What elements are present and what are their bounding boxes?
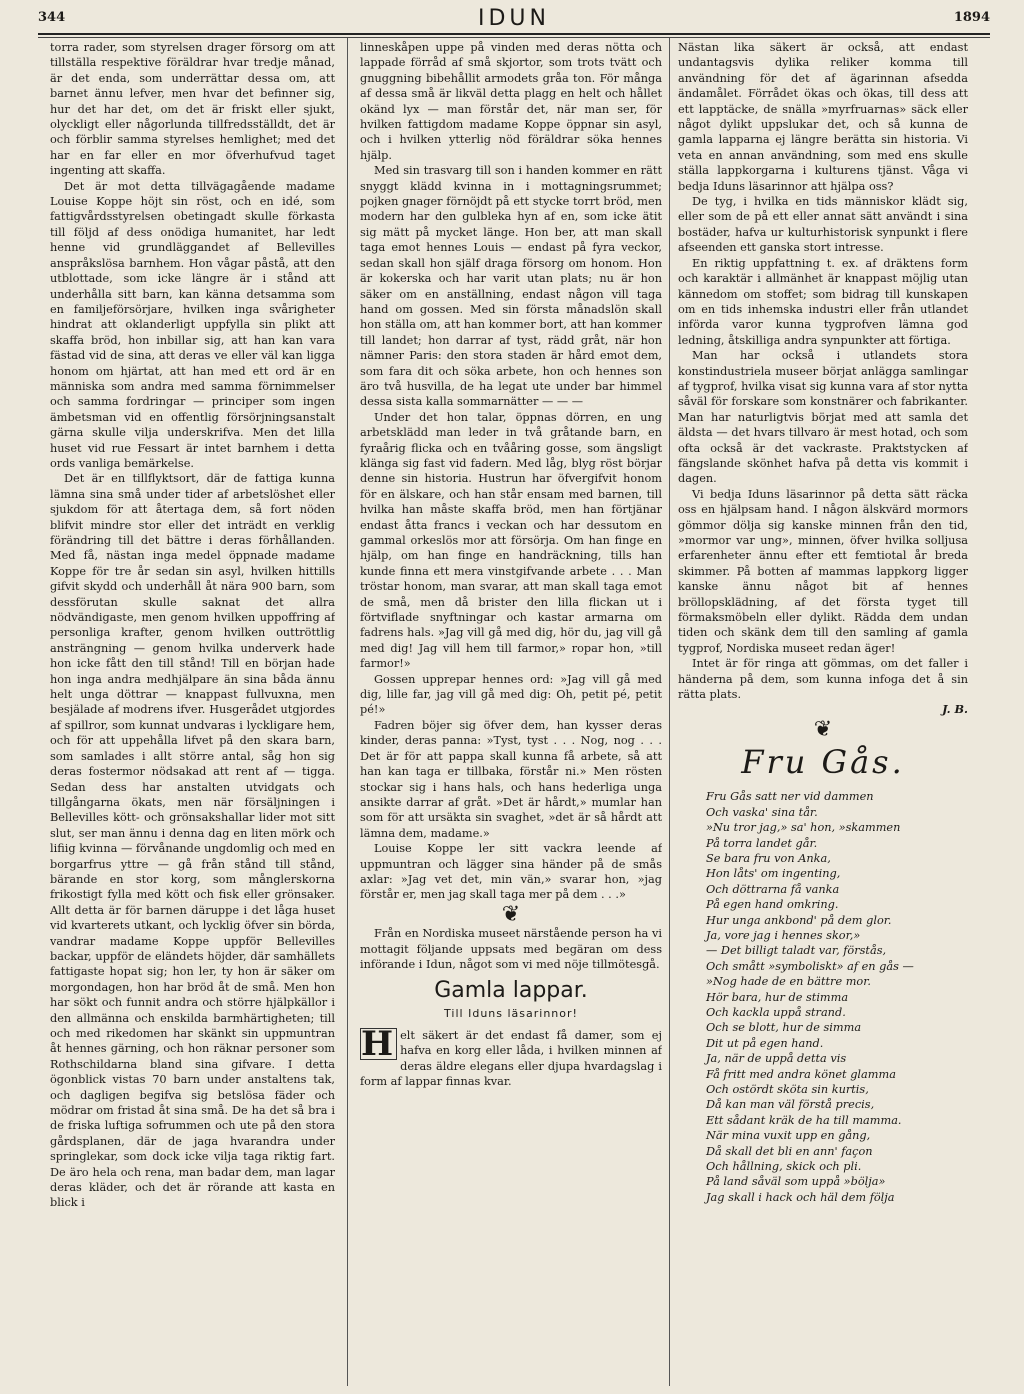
paragraph: Man har också i utlandets stora konstindustriela museer börjat anlägga samlingar af tygprof, hvilka visat sig kunna vara af stor nytta såväl för forskare som konstnärer och fabrikanter. Man har naturligtvis börjat med att samla det äldsta — det hvars tillvaro är mest hotad, och som ofta också är det vackraste. Praktstycken af fängslande skönhet hafva på detta vis kommit i dagen.	[678, 349, 968, 486]
poem-line: På land såväl som uppå »bölja»	[706, 1175, 886, 1189]
paragraph	[360, 1023, 662, 1090]
poem-line: Och smått »symboliskt» af en gås —	[706, 959, 914, 973]
paragraph: Louise Koppe ler sitt vackra leende af uppmuntran och lägger sina händer på de smås axlar: »Jag vet det, min vän,» svarar hon, »jag förstår er, men jag skall taga mer på dem . . .»	[360, 842, 662, 902]
poem-line: Och hållning, skick och pli.	[706, 1160, 862, 1174]
poem-line: Hon låts' om ingenting,	[706, 867, 841, 881]
paragraph: torra rader, som styrelsen drager försorg om att tillställa respektive föräldrar hvar tredje månad, är det enda, som underrättar dessa om, att barnet ännu lefver, men hvar det befinner sig, hur det har det, om det är friskt eller sjukt, olyckligt eller någorlunda tillfredsställdt, det är och förblir samma styrelses hemlighet; med det har en far eller en mor öfverhufvud taget ingenting att skaffa.	[50, 41, 335, 178]
paragraph: Under det hon talar, öppnas dörren, en ung arbetsklädd man leder in två gråtande barn, en fyraårig flicka och en tvååring gosse, som ängsligt klänga sig fast vid fadern. Med låg, blyg röst börjar denne sin historia. Hustrun har öfvergifvit honom för en älskare, och han står ensam med barnen, till hvilka han måste skaffa bröd, men han förtjänar endast åtta francs i veckan och har dessutom en gammal orkeslös mor att försörja. Om han finge en hjälp, om han finge en handräckning, tills han kunde finna ett mera vinstgifvande arbete . . . Man tröstar honom, man svarar, att man skall taga emot de små, men då brister den lilla flickan ut i förtviflade snyftningar och kastar armarna om fadrens hals. »Jag vill gå med dig, hör du, jag vill gå med dig! Jag vill hem till farmor,» ropar hon, »till farmor!»	[360, 410, 662, 671]
poem-line: Hör bara, hur de stimma	[706, 990, 849, 1004]
header-rule	[38, 33, 990, 35]
poem-line: Och ostördt sköta sin kurtis,	[706, 1083, 869, 1096]
poem-line: Och döttrarna få vanka	[706, 882, 840, 896]
paragraph: Det är mot detta tillvägagående madame Louise Koppe höjt sin röst, och en idé, som fattigvårdsstyrelsen obetingadt skulle förkasta till följd af dess onödiga humanitet, har ledt henne vid grundläggandet af Bellevilles anspråkslösa barnhem. Hon vågar påstå, att den utblottade, som icke längre är i stånd att underhålla sitt barn, kan känna detsamma som en familjeförsörjare, hvilken inga svårigheter hindrat att oklanderligt uppfylla sin plikt att skaffa bröd, hon inbillar sig, att han kan vara fästad vid de sina, att deras ve eller väl kan ligga honom om hjärtat, att han med ett ord är en människa som andra med samma förnimmelser och samma fordringar — principer som ingen ämbetsman vid en offentlig försörjningsanstalt gärna skulle vilja underskrifva. Men det lilla huset vid rue Fessart är intet barnhem i detta ords vanliga bemärkelse.	[50, 179, 335, 470]
header-rule-thin	[38, 37, 990, 38]
paragraph-text: elt säkert är det endast få damer, som ej hafva en korg eller låda, i hvilken minnen af deras äldre elegans eller djupa hvardagslag i form af lappar finnas kvar.	[360, 1028, 662, 1088]
poem-line: Då skall det bli en ann' façon	[706, 1144, 873, 1158]
paragraph: Från en Nordiska museet närstående person ha vi mottagit följande uppsats med begäran om dess införande i Idun, något som vi med nöje tillmötesgå.	[360, 927, 662, 971]
poem-line: Ja, vore jag i hennes skor,»	[706, 928, 861, 942]
poem-line: »Nog hade de en bättre mor.	[706, 975, 871, 989]
poem-line: Dit ut på egen hand.	[706, 1036, 824, 1050]
paragraph: Intet är för ringa att gömmas, om det faller i händerna på dem, som kunna infoga det å sin rätta plats.	[678, 657, 968, 702]
paragraph: Med sin trasvarg till son i handen kommer en rätt snyggt klädd kvinna in i mottagningsrummet; pojken gnager förnöjdt på ett stycke torrt bröd, men modern har den gulbleka hyn af en, som icke ätit sig mätt på mycket länge. Hon ber, att man skall taga emot hennes Louis — endast på fyra veckor, sedan skall hon själf draga försorg om honom. Hon är kokerska och har varit utan plats; nu är hon säker om en anställning, endast någon vill taga hand om gossen. Med sin första månadslön skall hon ställa om, att han kommer bort, att han kommer till landet; hon darrar af tyst, rädd gråt, när hon nämner Paris: den stora staden är hård emot dem, som fara dit och söka arbete, hon och hennes son äro två husvilla, de ha legat ute under bar himmel dessa sista kalla sommarnätter — — —	[360, 164, 662, 409]
page-header	[38, 6, 990, 32]
poem-line: På egen hand omkring.	[706, 898, 839, 912]
magazine-title: IDUN	[478, 6, 550, 31]
column-divider	[347, 38, 348, 1386]
poem	[678, 789, 968, 1205]
poem-line: Och se blott, hur de simma	[706, 1021, 862, 1035]
paragraph: De tyg, i hvilka en tids människor klädt sig, eller som de på ett eller annat sätt användt i sina bostäder, hafva ur kulturhistorisk synpunkt i flere afseenden ett ganska stort intresse.	[678, 195, 968, 255]
column-2	[360, 40, 662, 1388]
paragraph: En riktig uppfattning t. ex. af dräktens form och karaktär i allmänhet är knappast möjlig utan kännedom om stoffet; som bidrag till kunskapen om en tids inhemska industri eller från utlandet införda varor kunna tygprofven lämna god ledning, åtskilliga andra synpunkter att förtiga.	[678, 256, 968, 347]
poem-line: Ett sådant kräk de ha till mamma.	[706, 1113, 902, 1127]
poem-line: »Nu tror jag,» sa' hon, »skammen	[706, 821, 901, 835]
poem-line: Ja, när de uppå detta vis	[706, 1052, 847, 1066]
section-subtitle: Till Iduns läsarinnor!	[444, 1007, 578, 1021]
poem-line: Se bara fru von Anka,	[706, 851, 831, 865]
signature: J. B.	[942, 702, 968, 717]
page-number: 344	[38, 10, 66, 25]
poem-line: När mina vuxit upp en gång,	[706, 1129, 871, 1143]
paragraph: linneskåpen uppe på vinden med deras nötta och lappade förråd af små skjortor, som trots tvätt och gnuggning bibehållit armodets gråa ton. För många af dessa små är likväl detta plagg en helt och hållet okänd lyx — man förstår det, när man ser, för hvilken fattigdom madame Koppe öppnar sin asyl, och i hvilken ytterlig nöd föräldrar söka hennes hjälp.	[360, 41, 662, 162]
column-1	[50, 40, 335, 1388]
poem-line: Fru Gås satt ner vid dammen	[706, 790, 874, 804]
poem-line: Då kan man väl förstå precis,	[706, 1098, 875, 1112]
poem-line: — Det billigt taladt var, förstås,	[706, 944, 887, 958]
poem-line: Hur unga ankbond' på dem glor.	[706, 913, 892, 927]
section-title: Gamla lappar.	[434, 978, 588, 1004]
poem-line: Och kackla uppå strand.	[706, 1005, 846, 1019]
ornament-icon: ❦	[813, 716, 833, 742]
paragraph: Vi bedja Iduns läsarinnor på detta sätt räcka oss en hjälpsam hand. I någon älskvärd mormors gömmor dölja sig kanske minnen från den tid, »mormor var ung», minnen, öfver hvilka solljusa erfarenheter ännu efter ett femtiotal år breda skimmer. På botten af mammas lappkorg ligger kanske ännu något bit af hennes bröllopsklädning, af det första tyget till förmaksmöbeln eller dylikt. Rädda dem undan tiden och skänk dem till den samling af gamla tygprof, Nordiska museet redan äger!	[678, 487, 968, 655]
paragraph: Nästan lika säkert är också, att endast undantagsvis dylika reliker komma till användning för det af ägarinnan afsedda ändamålet. Förrådet ökas och ökas, till dess att ett lapptäcke, de snälla »myrfruarnas» säck eller något dylikt uppslukar det, och så kunna de gamla lapparna ej längre berätta sin historia. Vi veta en annan användning, som med ens skulle ställa lappkorgarna i kulturens tjänst. Våga vi bedja Iduns läsarinnor att hjälpa oss?	[678, 41, 968, 193]
page-year: 1894	[953, 10, 990, 25]
poem-line: Få fritt med andra könet glamma	[706, 1067, 896, 1081]
column-3	[678, 40, 968, 1388]
paragraph: Gossen upprepar hennes ord: »Jag vill gå med dig, lille far, jag vill gå med dig: Oh, petit pé, petit pé!»	[360, 672, 662, 717]
column-divider	[669, 38, 670, 1386]
drop-cap: H	[360, 1028, 397, 1060]
poem-line: Jag skall i hack och häl dem följa	[706, 1190, 895, 1204]
ornament-icon: ❦	[501, 901, 521, 927]
poem-title: Fru Gås.	[741, 743, 905, 782]
poem-line: På torra landet går.	[706, 836, 818, 850]
poem-line: Och vaska' sina tår.	[706, 805, 818, 819]
paragraph: Fadren böjer sig öfver dem, han kysser deras kinder, deras panna: »Tyst, tyst . . . Nog, nog . . . Det är för att pappa skall kunna få arbete, så att han kan taga er tillbaka, förstår ni.» Men rösten stockar sig i hans hals, och hans hederliga unga ansikte darrar af gråt. »Det är hårdt,» mumlar han som för att ursäkta sin svaghet, »det är så hårdt att lämna dem, madame.»	[360, 718, 662, 840]
paragraph: Det är en tillflyktsort, där de fattiga kunna lämna sina små under tider af arbetslöshet eller sjukdom för att återtaga dem, så fort nöden blifvit mindre stor eller det inträdt en verklig förändring till det bättre i deras förhållanden. Med få, nästan inga medel öppnade madame Koppe för tre år sedan sin asyl, hvilken hittills gifvit skydd och underhåll åt nära 900 barn, som dessförutan skulle saknat det allra nödvändigaste, men genom hvilken uppoffring af personliga krafter, genom hvilken outtröttlig ansträngning — genom hvilka underverk hade hon icke fått den till stånd! Till en början hade hon inga andra medhjälpare än sina båda ännu helt unga döttrar — knappast fullvuxna, men besjälade af modrens ifver. Husgerådet utgjordes af spillror, som kunnat undvaras i lyckligare hem, och för att uppehålla lifvet på den skara barn, som samlades i allt större antal, såg hon sig deras fostermor nödsakad att rent af — tigga. Sedan dess har anstalten utvidgats och tillgångarna ökats, men när försäljningen i Bellevilles kött- och grönsakshallar lider mot sitt slut, ser man ännu i denna dag en liten mörk och lifiig kvinna — förvånande ungdomlig och med en borgarfrus yttre — gå från stånd till stånd, bärande en stor korg, som månglerskorna frikostigt fylla med kött och fisk eller grönsaker. Allt detta är för barnen däruppe i det låga huset vid kvarterets utkant, och lycklig öfver sin börda, vandrar madame Koppe uppför Bellevilles backar, uppför de eländets höjder, där samhällets fattigaste hopat sig; hon ler, ty hon är säker om morgondagen, hon har bröd åt de små. Men hon har sökt och funnit andra och större hjälpkällor i den allmänna och enskilda barmhärtigheten; till och med rikedomen har skänkt sin uppmuntran åt hennes gärning, och hon räknar personer som Rothschildarna bland sina gifvare. I detta ögonblick vistas 70 barn under anstaltens tak, och dagligen begifva sig betslösa fäder och mödrar om fristad åt sina små. De ha det så bra i de friska luftiga sofrummen och ute på den stora gårdsplanen, där de jaga hvarandra under springlekar, som dock icke vilja taga riktig fart. De äro hela och rena, man badar dem, man lagar deras kläder, och det är rörande att kasta en blick i	[50, 472, 335, 1210]
